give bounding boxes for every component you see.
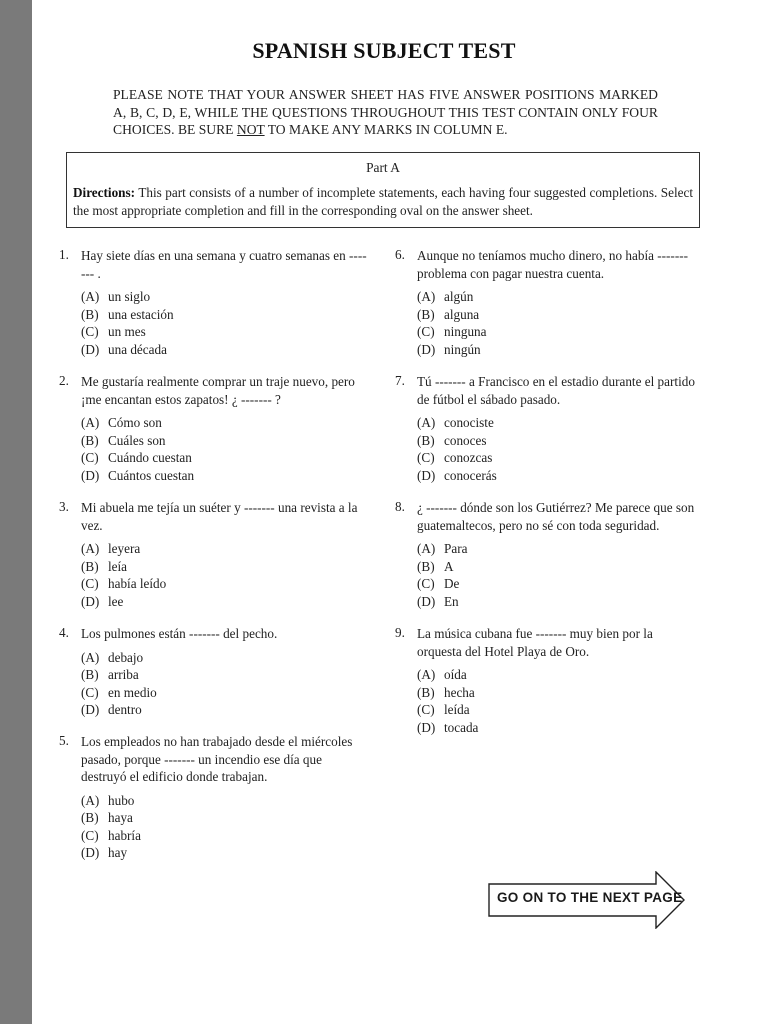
- answer-options: [59, 414, 369, 484]
- answer-option-a[interactable]: [417, 666, 700, 684]
- answer-option-d[interactable]: [81, 467, 369, 485]
- answer-option-a[interactable]: [417, 288, 700, 306]
- question-text: ¿ ------- dónde son los Gutiérrez? Me parece que son guatemaltecos, pero no sé con toda seguridad.: [417, 500, 695, 533]
- option-text: Para: [444, 541, 468, 556]
- answer-options: [395, 666, 700, 736]
- option-letter: (B): [417, 306, 435, 322]
- answer-option-d[interactable]: [81, 701, 369, 719]
- option-text: hubo: [108, 792, 135, 808]
- answer-option-a[interactable]: [81, 649, 369, 667]
- option-text: conoces: [444, 432, 487, 448]
- option-letter: (C): [81, 684, 99, 700]
- option-letter: (B): [81, 306, 99, 322]
- option-text: algún: [444, 289, 474, 304]
- answer-option-a[interactable]: [81, 792, 369, 810]
- option-text: ninguna: [444, 324, 487, 340]
- option-letter: (D): [417, 341, 436, 357]
- option-text: en medio: [108, 684, 157, 700]
- question-text: Hay siete días en una semana y cuatro semanas en ------- .: [81, 248, 367, 281]
- answer-option-a[interactable]: [81, 288, 369, 306]
- option-letter: (B): [417, 558, 435, 574]
- option-letter: (A): [417, 667, 436, 682]
- answer-option-c[interactable]: [417, 449, 700, 467]
- option-letter: (A): [417, 289, 436, 304]
- answer-options: [59, 792, 369, 862]
- answer-option-a[interactable]: [81, 540, 369, 558]
- question-8: [395, 499, 700, 610]
- question-6: [395, 247, 700, 358]
- answer-option-d[interactable]: [81, 593, 369, 611]
- option-letter: (B): [417, 432, 435, 448]
- answer-option-b[interactable]: [81, 558, 369, 576]
- answer-option-c[interactable]: [417, 575, 700, 593]
- option-letter: (C): [81, 827, 99, 843]
- question-text: Aunque no teníamos mucho dinero, no había ------- problema con pagar nuestra cuenta.: [417, 248, 688, 281]
- question-number: 9.: [395, 625, 405, 640]
- option-text: un siglo: [108, 289, 151, 304]
- option-letter: (D): [417, 467, 436, 483]
- answer-option-d[interactable]: [81, 341, 369, 359]
- option-letter: (D): [81, 467, 100, 483]
- option-text: haya: [108, 810, 133, 826]
- option-letter: (D): [81, 702, 100, 718]
- question-text: Los empleados no han trabajado desde el miércoles pasado, porque ------- un incendio ese día que destruyó el edificio donde trabajan.: [81, 734, 353, 784]
- option-letter: (A): [81, 792, 100, 808]
- answer-option-c[interactable]: [81, 449, 369, 467]
- option-text: habría: [108, 827, 141, 843]
- option-text: una década: [108, 341, 167, 357]
- note-text-end: TO MAKE ANY MARKS IN COLUMN E.: [264, 122, 508, 137]
- option-text: En: [444, 593, 459, 609]
- answer-option-b[interactable]: [81, 306, 369, 324]
- answer-options: [395, 540, 700, 610]
- question-4: [59, 625, 369, 719]
- note-underlined-word: NOT: [236, 122, 265, 137]
- answer-option-a[interactable]: [81, 414, 369, 432]
- answer-option-b[interactable]: [81, 432, 369, 450]
- option-letter: (C): [417, 576, 435, 592]
- option-text: conocerás: [444, 467, 497, 483]
- option-letter: (C): [417, 702, 435, 718]
- directions-label: Directions:: [73, 185, 136, 200]
- option-letter: (D): [81, 845, 100, 861]
- option-text: leída: [444, 702, 470, 718]
- option-text: alguna: [444, 306, 480, 322]
- option-text: conociste: [444, 415, 494, 430]
- answer-option-b[interactable]: [417, 306, 700, 324]
- answer-option-b[interactable]: [417, 432, 700, 450]
- option-text: ningún: [444, 341, 481, 357]
- question-1: [59, 247, 369, 358]
- option-letter: (A): [81, 289, 100, 304]
- part-label: Part A: [366, 160, 400, 175]
- answer-option-a[interactable]: [417, 414, 700, 432]
- option-text: A: [444, 558, 454, 574]
- option-text: arriba: [108, 667, 139, 683]
- option-letter: (C): [417, 450, 435, 466]
- question-number: 3.: [59, 499, 69, 514]
- option-text: leía: [108, 558, 128, 574]
- option-letter: (A): [417, 541, 436, 556]
- option-text: leyera: [108, 541, 141, 556]
- answer-option-b[interactable]: [81, 809, 369, 827]
- answer-option-b[interactable]: [417, 684, 700, 702]
- option-text: hay: [108, 845, 128, 861]
- option-letter: (B): [81, 810, 99, 826]
- option-text: había leído: [108, 576, 167, 592]
- option-letter: (B): [417, 684, 435, 700]
- answer-option-c[interactable]: [81, 684, 369, 702]
- option-text: un mes: [108, 324, 146, 340]
- option-letter: (C): [81, 576, 99, 592]
- option-text: Cuándo cuestan: [108, 450, 192, 466]
- answer-option-b[interactable]: [81, 666, 369, 684]
- option-text: una estación: [108, 306, 174, 322]
- option-text: De: [444, 576, 460, 592]
- question-text: Mi abuela me tejía un suéter y ------- una revista a la vez.: [81, 500, 358, 533]
- answer-option-c[interactable]: [417, 701, 700, 719]
- answer-option-d[interactable]: [417, 467, 700, 485]
- option-letter: (A): [81, 541, 100, 556]
- answer-option-c[interactable]: [81, 575, 369, 593]
- question-number: 2.: [59, 373, 69, 388]
- option-letter: (A): [81, 649, 100, 665]
- question-text: Tú ------- a Francisco en el estadio durante el partido de fútbol el sábado pasado.: [417, 374, 695, 407]
- page-edge-strip: [0, 0, 32, 1024]
- option-letter: (B): [81, 432, 99, 448]
- next-page-label: GO ON TO THE NEXT PAGE: [497, 890, 683, 905]
- question-text: La música cubana fue ------- muy bien por la orquesta del Hotel Playa de Oro.: [417, 626, 653, 659]
- answer-options: [59, 288, 369, 358]
- option-text: Cuáles son: [108, 432, 166, 448]
- answer-option-d[interactable]: [417, 593, 700, 611]
- question-number: 8.: [395, 499, 405, 514]
- option-letter: (C): [81, 324, 99, 340]
- answer-option-a[interactable]: [417, 540, 700, 558]
- answer-option-d[interactable]: [81, 844, 369, 862]
- option-letter: (D): [81, 593, 100, 609]
- answer-option-c[interactable]: [417, 323, 700, 341]
- option-text: debajo: [108, 649, 144, 665]
- option-text: lee: [108, 593, 124, 609]
- answer-option-c[interactable]: [81, 323, 369, 341]
- answer-options: [59, 649, 369, 719]
- answer-options: [395, 414, 700, 484]
- answer-option-c[interactable]: [81, 827, 369, 845]
- option-letter: (B): [81, 558, 99, 574]
- directions-body: This part consists of a number of incomplete statements, each having four suggested completions. Select the most appropriate completion and fill in the corresponding oval on the answer sheet.: [73, 185, 693, 218]
- answer-options: [395, 288, 700, 358]
- option-text: dentro: [108, 702, 142, 718]
- question-2: [59, 373, 369, 484]
- option-letter: (D): [417, 593, 436, 609]
- answer-sheet-note: [113, 86, 658, 139]
- question-text: Me gustaría realmente comprar un traje nuevo, pero ¡me encantan estos zapatos! ¿ ------- ?: [81, 374, 355, 407]
- option-text: Cuántos cuestan: [108, 467, 195, 483]
- answer-option-b[interactable]: [417, 558, 700, 576]
- option-text: hecha: [444, 684, 475, 700]
- question-number: 5.: [59, 733, 69, 748]
- option-letter: (C): [417, 324, 435, 340]
- note-text-start: PLEASE NOTE THAT YOUR ANSWER SHEET HAS FIVE ANSWER POSITIONS MARKED A, B, C, D, E, WHILE THE QUESTIONS THROUGHOUT THIS TEST CONTAIN ONLY FOUR CHOICES. BE SURE: [113, 87, 658, 137]
- option-letter: (C): [81, 450, 99, 466]
- directions-box: [66, 152, 700, 228]
- directions-text: [73, 184, 693, 220]
- option-text: Cómo son: [108, 415, 162, 430]
- question-7: [395, 373, 700, 484]
- option-text: oída: [444, 667, 467, 682]
- question-number: 4.: [59, 625, 69, 640]
- question-text: Los pulmones están ------- del pecho.: [81, 626, 278, 641]
- option-text: conozcas: [444, 450, 493, 466]
- option-letter: (D): [417, 719, 436, 735]
- option-letter: (A): [417, 415, 436, 430]
- option-text: tocada: [444, 719, 479, 735]
- answer-options: [59, 540, 369, 610]
- question-number: 6.: [395, 247, 405, 262]
- option-letter: (D): [81, 341, 100, 357]
- answer-option-d[interactable]: [417, 341, 700, 359]
- question-9: [395, 625, 700, 736]
- question-3: [59, 499, 369, 610]
- option-letter: (A): [81, 415, 100, 430]
- answer-option-d[interactable]: [417, 719, 700, 737]
- question-number: 1.: [59, 247, 69, 262]
- option-letter: (B): [81, 667, 99, 683]
- question-5: [59, 733, 369, 862]
- question-number: 7.: [395, 373, 405, 388]
- page-title: SPANISH SUBJECT TEST: [252, 38, 516, 63]
